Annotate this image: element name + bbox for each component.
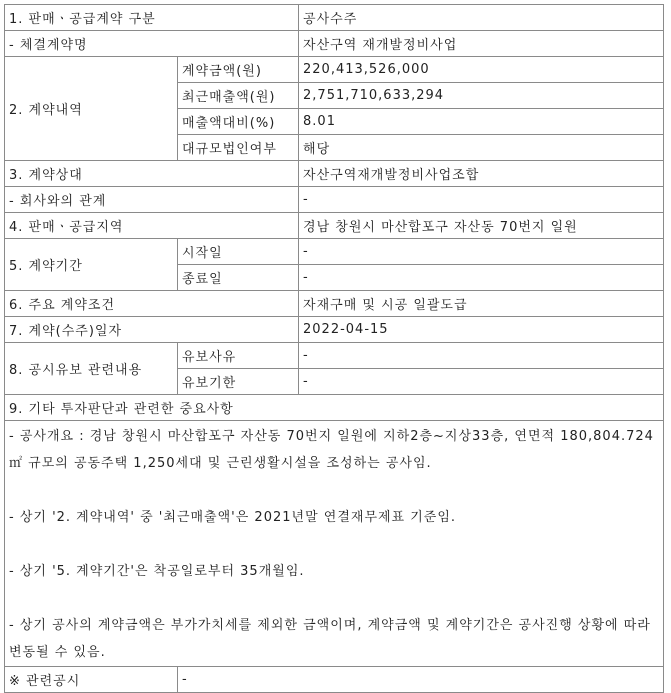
value: - bbox=[299, 343, 664, 369]
sublabel: 계약금액(원) bbox=[178, 57, 299, 83]
contract-disclosure-table bbox=[4, 4, 664, 693]
value: 해당 bbox=[299, 135, 664, 161]
label: 5. 계약기간 bbox=[5, 239, 178, 291]
value: 8.01 bbox=[299, 109, 664, 135]
label: 6. 주요 계약조건 bbox=[5, 291, 299, 317]
label: 1. 판매ㆍ공급계약 구분 bbox=[5, 5, 299, 31]
value: 자재구매 및 시공 일괄도급 bbox=[299, 291, 664, 317]
value: 220,413,526,000 bbox=[299, 57, 664, 83]
sublabel: 매출액대비(%) bbox=[178, 109, 299, 135]
note: - 상기 '5. 계약기간'은 착공일로부터 35개월임. bbox=[9, 564, 305, 579]
label: 2. 계약내역 bbox=[5, 57, 178, 161]
label: 8. 공시유보 관련내용 bbox=[5, 343, 178, 395]
sublabel: 최근매출액(원) bbox=[178, 83, 299, 109]
sublabel: 유보사유 bbox=[178, 343, 299, 369]
note: - 공사개요 : 경남 창원시 마산합포구 자산동 70번지 일원에 지하2층~지상33층, 연면적 180,804.724㎡ 규모의 공동주택 1,250세대 및 근린생활시설을 조성하는 공사임. bbox=[9, 429, 654, 471]
notes bbox=[5, 421, 664, 667]
value: - bbox=[299, 265, 664, 291]
sublabel: 대규모법인여부 bbox=[178, 135, 299, 161]
value: - bbox=[299, 187, 664, 213]
label: - 체결계약명 bbox=[5, 31, 299, 57]
sublabel: 시작일 bbox=[178, 239, 299, 265]
value: - bbox=[299, 239, 664, 265]
value: 2022-04-15 bbox=[299, 317, 664, 343]
label: 7. 계약(수주)일자 bbox=[5, 317, 299, 343]
label: 9. 기타 투자판단과 관련한 중요사항 bbox=[5, 395, 664, 421]
value: 경남 창원시 마산합포구 자산동 70번지 일원 bbox=[299, 213, 664, 239]
note: - 상기 공사의 계약금액은 부가가치세를 제외한 금액이며, 계약금액 및 계약기간은 공사진행 상황에 따라 변동될 수 있음. bbox=[9, 618, 651, 660]
value: 자산구역 재개발정비사업 bbox=[299, 31, 664, 57]
value: 자산구역재개발정비사업조합 bbox=[299, 161, 664, 187]
value: - bbox=[178, 667, 664, 693]
label: - 회사와의 관계 bbox=[5, 187, 299, 213]
sublabel: 유보기한 bbox=[178, 369, 299, 395]
label: 3. 계약상대 bbox=[5, 161, 299, 187]
label: ※ 관련공시 bbox=[5, 667, 178, 693]
note: - 상기 '2. 계약내역' 중 '최근매출액'은 2021년말 연결재무제표 기준임. bbox=[9, 510, 457, 525]
value: 공사수주 bbox=[299, 5, 664, 31]
sublabel: 종료일 bbox=[178, 265, 299, 291]
label: 4. 판매ㆍ공급지역 bbox=[5, 213, 299, 239]
value: 2,751,710,633,294 bbox=[299, 83, 664, 109]
value: - bbox=[299, 369, 664, 395]
